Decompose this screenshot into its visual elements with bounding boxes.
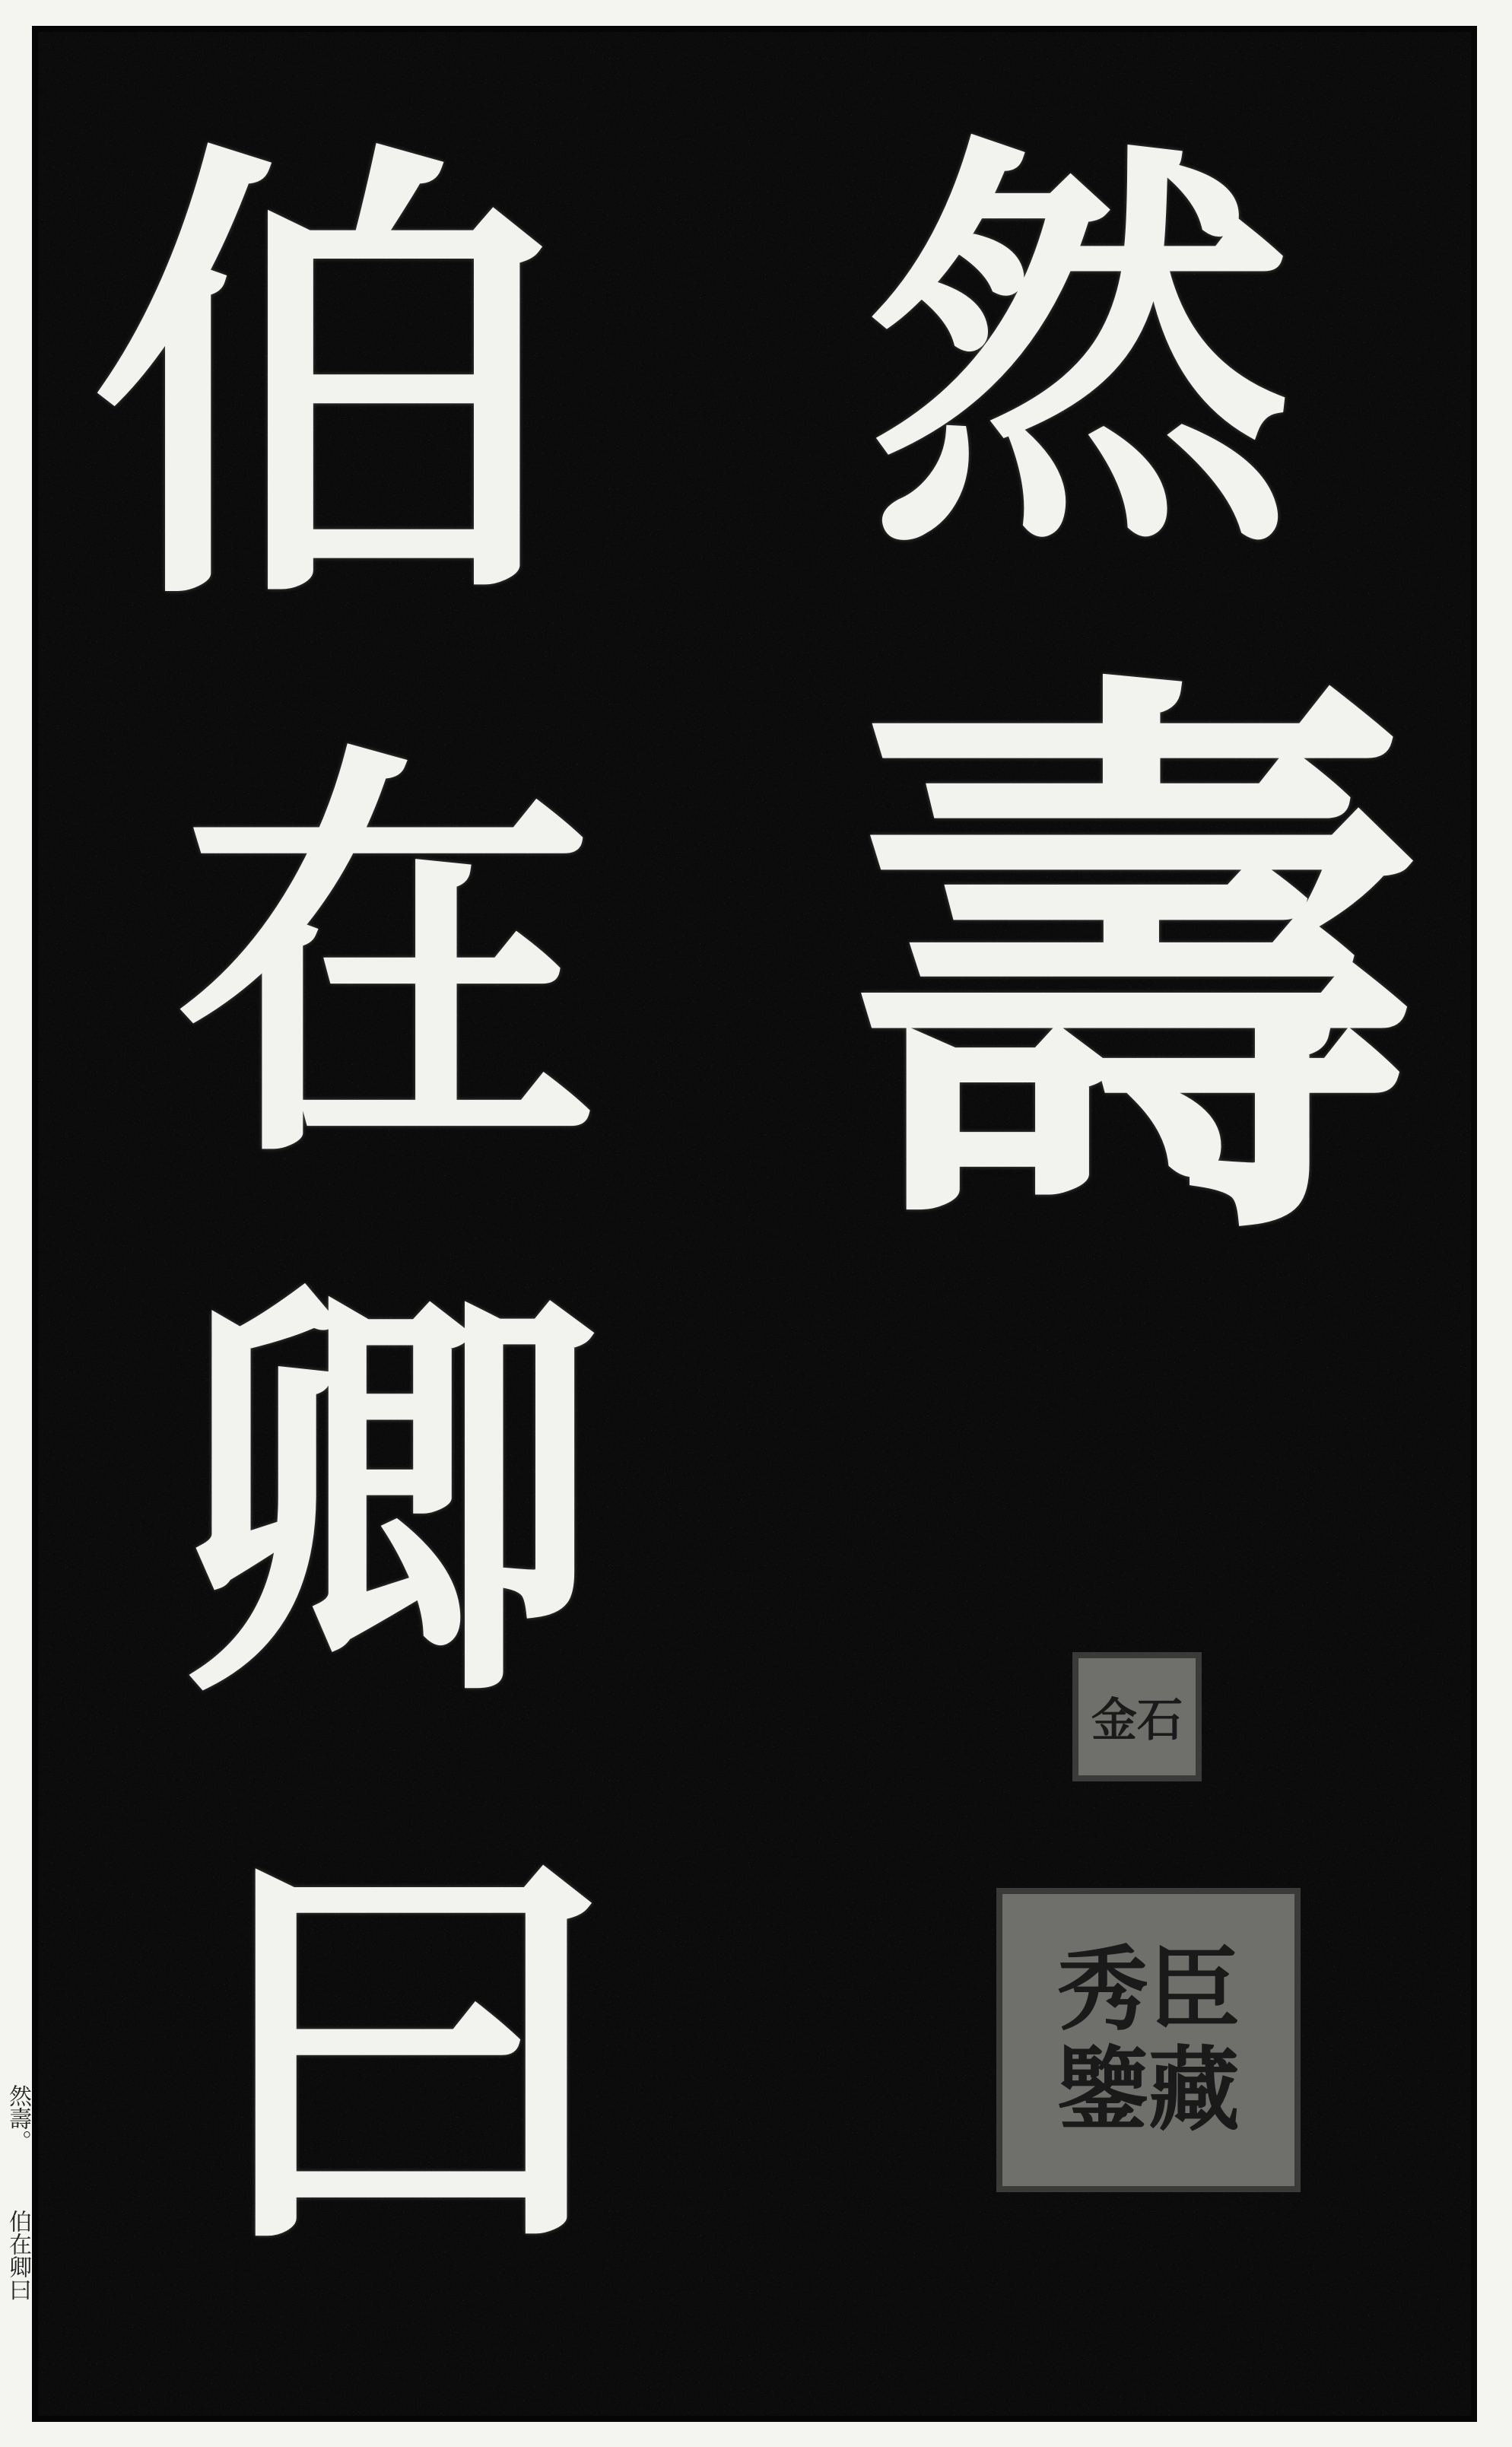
margin-caption-line-2: 伯在卿曰 [5,2210,31,2301]
glyph-yue: 曰 [198,1805,624,2306]
glyph-bo: 伯 [91,105,563,659]
glyph-qing: 卿 [175,1250,601,1750]
collector-seal-large: 秀臣鑒藏 [996,1888,1301,2192]
collector-seal-small: 金石 [1072,1652,1202,1781]
margin-caption-line-1: 然壽。 [5,2084,31,2153]
glyph-ran: 然 [867,101,1293,602]
stone-rubbing-panel [32,26,1477,2422]
glyph-shou: 壽 [844,628,1422,1307]
glyph-zai: 在 [175,710,601,1210]
